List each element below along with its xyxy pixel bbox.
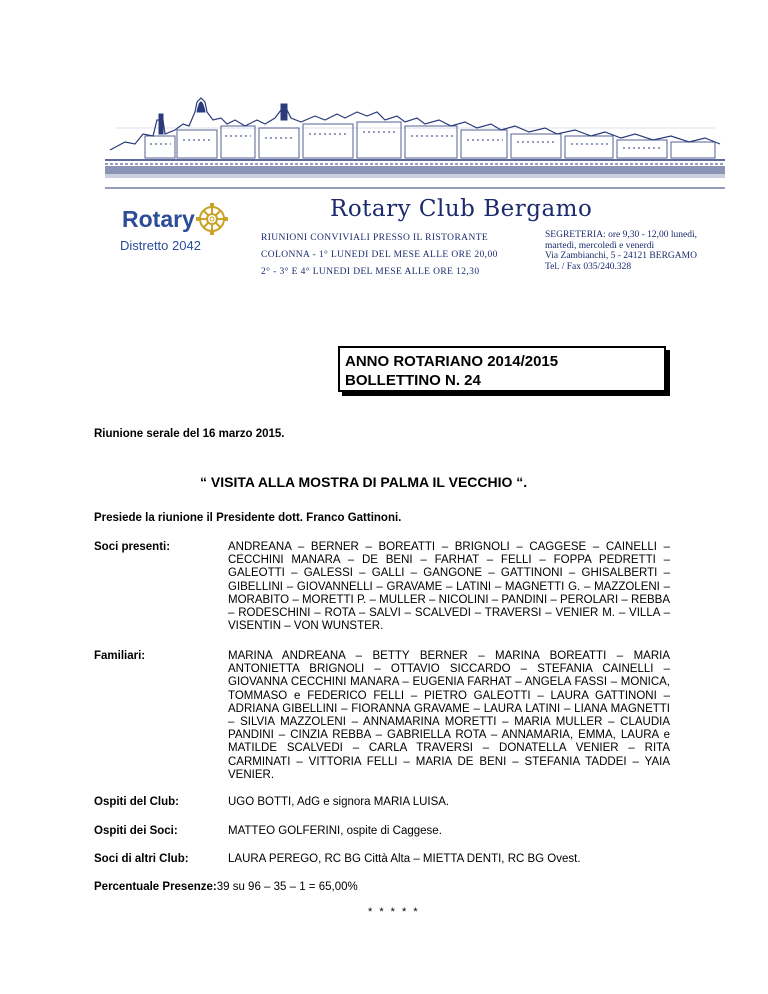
meeting-date: Riunione serale del 16 marzo 2015. [94,428,285,440]
member-guests-label: Ospiti dei Soci: [94,825,178,837]
secretariat-line: Via Zambianchi, 5 - 24121 BERGAMO [545,251,697,261]
family-label: Familiari: [94,650,146,662]
district-label: Distretto 2042 [120,238,201,253]
club-guests-list: UGO BOTTI, AdG e signora MARIA LUISA. [228,796,450,808]
bulletin-title-box [338,346,666,392]
rotary-year: ANNO ROTARIANO 2014/2015 [345,353,559,370]
meeting-info-line: RIUNIONI CONVIVIALI PRESSO IL RISTORANTE [261,233,489,243]
event-title: “ VISITA ALLA MOSTRA DI PALMA IL VECCHIO “. [200,474,528,490]
attendance-percentage-label: Percentuale Presenze: [94,881,217,893]
section-separator: * * * * * [368,906,420,918]
member-guests-list: MATTEO GOLFERINI, ospite di Caggese. [228,825,442,837]
members-present-label: Soci presenti: [94,541,171,553]
secretariat-line: Tel. / Fax 035/240.328 [545,261,632,272]
attendance-percentage-value: 39 su 96 – 35 – 1 = 65,00% [216,881,358,893]
rotary-wordmark: Rotary [122,206,195,232]
club-name: Rotary Club Bergamo [330,196,593,222]
meeting-info-line: COLONNA - 1° LUNEDI DEL MESE ALLE ORE 20,00 [261,250,498,260]
secretariat-info [545,230,697,272]
presided-by: Presiede la riunione il Presidente dott. Franco Gattinoni. [94,512,402,524]
family-list: MARINA ANDREANA – BETTY BERNER – MARINA BOREATTI – MARIA ANTONIETTA BRIGNOLI – OTTAVIO SICCARDO – STEFANIA CAINELLI – GIOVANNA CECCHINI MANARA – EUGENIA FARHAT – ANGELA FASSI – MONICA, TOMMASO e FEDERICO FELLI – PIETRO GALEOTTI – LAURA GATTINONI – ADRIANA GIBELLINI – FIORANNA GRAVAME – LAURA LATINI – LIANA MAGNETTI – SILVIA MAZZOLENI – ANNAMARINA MORETTI – MARIA MULLER – CLAUDIA PANDINI – CINZIA REBBA – GABRIELLA ROTA – ANNAMARIA, EMMA, LAURA e MATILDE SCALVEDI – CARLA TRAVERSI – DONATELLA VENIER – RITA CARMINATI – VITTORIA FELLI – MARIA DE BENI – STEFANIA TADDEI – YAIA VENIER. [228,650,670,781]
bulletin-number: BOLLETTINO N. 24 [345,372,481,389]
secretariat-line: SEGRETERIA: ore 9,30 - 12,00 lunedì, [545,230,697,240]
rotary-wheel-icon [196,203,228,235]
meeting-info [261,230,498,281]
attendance-percentage [94,881,358,893]
city-panorama-illustration [105,90,725,192]
meeting-info-line: 2° - 3° E 4° LUNEDI DEL MESE ALLE ORE 12,30 [261,267,480,277]
other-clubs-list: LAURA PEREGO, RC BG Città Alta – MIETTA DENTI, RC BG Ovest. [228,853,581,865]
secretariat-line: martedì, mercoledì e venerdì [545,240,655,251]
club-guests-label: Ospiti del Club: [94,796,179,808]
members-present-list: ANDREANA – BERNER – BOREATTI – BRIGNOLI – CAGGESE – CAINELLI – CECCHINI MANARA – DE BENI – FARHAT – FELLI – FOPPA PEDRETTI – GALEOTTI – GALESSI – GALLI – GANGONE – GATTINONI – GHISALBERTI – GIBELLINI – GIOVANNELLI – GRAVAME – LATINI – MAGNETTI G. – MAZZOLENI – MORABITO – MORETTI P. – MULLER – NICOLINI – PANDINI – PEROLARI – REBBA – RODESCHINI – ROTA – SALVI – SCALVEDI – TRAVERSI – VENIER M. – VILLA – VISENTIN – VON WUNSTER. [228,541,670,633]
other-clubs-label: Soci di altri Club: [94,853,189,865]
